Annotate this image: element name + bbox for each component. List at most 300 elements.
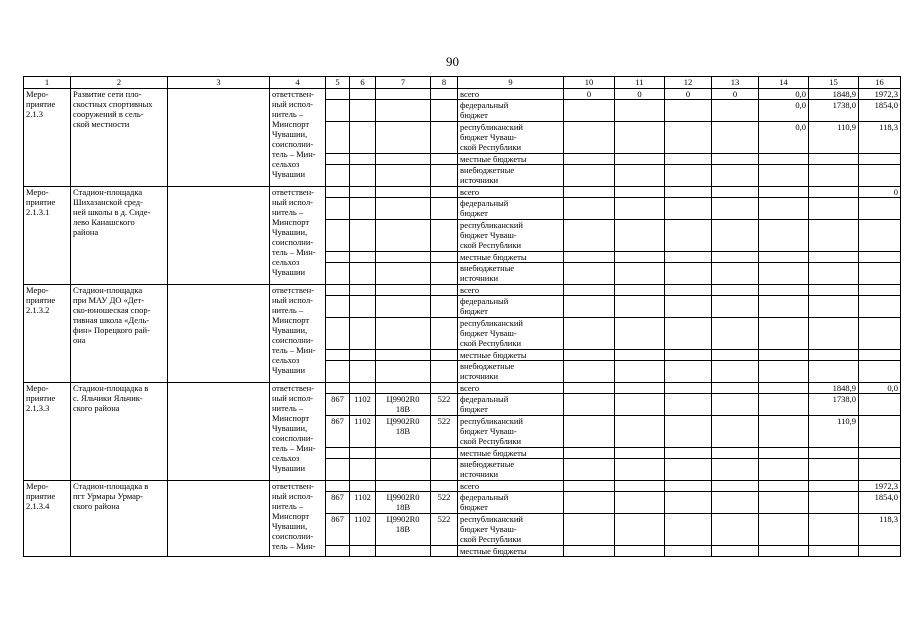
funding-source: всего [458,285,564,296]
value-cell [712,492,759,514]
value-cell: 0,0 [759,122,809,154]
section-code: 1102 [350,514,376,546]
value-cell [615,416,665,448]
value-cell [615,546,665,557]
value-cell [665,220,712,252]
grbs-code [326,187,350,198]
value-cell [615,220,665,252]
value-cell: 0 [615,89,665,100]
value-cell [859,416,901,448]
measure-name: Стадион-площадка в с. Яльчики Яльчик- ского района [71,383,168,481]
value-cell: 0 [564,89,615,100]
column-header: 6 [350,77,376,89]
value-cell [859,198,901,220]
value-cell [759,318,809,350]
value-cell [564,122,615,154]
funding-source: федеральный бюджет [458,100,564,122]
value-cell [859,546,901,557]
value-cell [615,394,665,416]
value-cell [759,296,809,318]
table-row [24,187,901,198]
measure-name: Стадион-площадка в пгт Урмары Урмар- ского района [71,481,168,557]
value-cell [712,198,759,220]
column-header: 15 [809,77,859,89]
grbs-code [326,318,350,350]
expense-type-code [431,350,458,361]
target-article-code: Ц9902R0 18В [376,416,431,448]
measure-executor: ответствен- ный испол- нитель – Минспорт Чувашии, соисполни- тель – Мин- сельхоз Чувашии [270,89,326,187]
header-row [24,77,901,89]
value-cell [859,448,901,459]
funding-source: республиканский бюджет Чуваш- ской Республики [458,416,564,448]
expense-type-code [431,546,458,557]
value-cell [615,481,665,492]
funding-source: местные бюджеты [458,546,564,557]
grbs-code [326,263,350,285]
target-article-code [376,383,431,394]
value-cell [712,252,759,263]
value-cell [859,220,901,252]
measure-name: Стадион-площадка Шихазанской сред- ней школы в д. Сиде- лево Канашского района [71,187,168,285]
value-cell: 1738,0 [809,394,859,416]
value-cell [665,154,712,165]
value-cell [615,514,665,546]
grbs-code [326,383,350,394]
value-cell [859,394,901,416]
target-article-code [376,252,431,263]
value-cell [712,546,759,557]
value-cell [859,361,901,383]
value-cell [615,296,665,318]
value-cell [859,285,901,296]
value-cell [759,361,809,383]
target-article-code [376,285,431,296]
funding-source: местные бюджеты [458,154,564,165]
column-header: 5 [326,77,350,89]
value-cell [859,318,901,350]
value-cell [564,154,615,165]
column-header: 14 [759,77,809,89]
program-measures-table [23,76,901,557]
value-cell [712,394,759,416]
value-cell: 1972,3 [859,481,901,492]
value-cell [665,165,712,187]
value-cell [665,318,712,350]
value-cell [615,383,665,394]
grbs-code [326,361,350,383]
value-cell [564,198,615,220]
section-code: 1102 [350,394,376,416]
expense-type-code [431,165,458,187]
funding-source: республиканский бюджет Чуваш- ской Республики [458,514,564,546]
column-header: 2 [71,77,168,89]
funding-source: республиканский бюджет Чуваш- ской Республики [458,122,564,154]
value-cell [759,252,809,263]
value-cell [665,546,712,557]
value-cell [809,361,859,383]
value-cell [665,394,712,416]
grbs-code [326,154,350,165]
column-header: 4 [270,77,326,89]
section-code [350,546,376,557]
funding-source: республиканский бюджет Чуваш- ской Республики [458,220,564,252]
value-cell [809,481,859,492]
target-article-code [376,481,431,492]
grbs-code [326,198,350,220]
expense-type-code: 522 [431,514,458,546]
value-cell [564,285,615,296]
value-cell [712,154,759,165]
expense-type-code [431,89,458,100]
value-cell: 0,0 [759,89,809,100]
column-header: 1 [24,77,71,89]
expense-type-code [431,187,458,198]
section-code [350,263,376,285]
value-cell [564,448,615,459]
value-cell [759,220,809,252]
value-cell [809,252,859,263]
expense-type-code [431,285,458,296]
grbs-code: 867 [326,394,350,416]
value-cell [759,350,809,361]
value-cell: 1972,3 [859,89,901,100]
table-row [24,481,901,492]
measure-label: Меро- приятие 2.1.3.3 [24,383,71,481]
value-cell: 0 [859,187,901,198]
value-cell [564,481,615,492]
funding-source: республиканский бюджет Чуваш- ской Республики [458,318,564,350]
value-cell [712,318,759,350]
value-cell [564,187,615,198]
section-code: 1102 [350,416,376,448]
value-cell [665,252,712,263]
grbs-code [326,89,350,100]
value-cell [564,383,615,394]
funding-source: всего [458,481,564,492]
target-article-code [376,318,431,350]
target-article-code [376,154,431,165]
measure-label: Меро- приятие 2.1.3.1 [24,187,71,285]
funding-source: всего [458,187,564,198]
value-cell [759,416,809,448]
section-code [350,383,376,394]
value-cell [615,263,665,285]
section-code [350,481,376,492]
value-cell [759,394,809,416]
section-code [350,459,376,481]
value-cell [809,459,859,481]
value-cell [809,350,859,361]
value-cell [759,285,809,296]
value-cell [564,361,615,383]
value-cell [564,350,615,361]
value-cell [665,350,712,361]
value-cell [712,514,759,546]
value-cell: 0 [712,89,759,100]
target-article-code: Ц9902R0 18В [376,514,431,546]
value-cell [564,416,615,448]
measure-goal-empty [168,481,270,557]
value-cell [564,100,615,122]
value-cell: 1848,9 [809,383,859,394]
target-article-code [376,198,431,220]
value-cell [564,263,615,285]
expense-type-code [431,383,458,394]
section-code [350,296,376,318]
section-code [350,122,376,154]
value-cell: 1738,0 [809,100,859,122]
value-cell [665,285,712,296]
value-cell [615,187,665,198]
value-cell [809,318,859,350]
value-cell: 1854,0 [859,492,901,514]
grbs-code [326,220,350,252]
value-cell [859,154,901,165]
expense-type-code [431,154,458,165]
measure-name: Развитие сети пло- скостных спортивных сооружений в сель- ской местности [71,89,168,187]
value-cell [665,296,712,318]
value-cell [712,296,759,318]
section-code [350,198,376,220]
value-cell [615,285,665,296]
value-cell [859,459,901,481]
expense-type-code [431,122,458,154]
value-cell [859,296,901,318]
value-cell [809,296,859,318]
value-cell: 1854,0 [859,100,901,122]
value-cell [759,546,809,557]
value-cell [859,350,901,361]
value-cell [564,546,615,557]
value-cell [615,252,665,263]
column-header: 3 [168,77,270,89]
value-cell [712,165,759,187]
value-cell [712,481,759,492]
value-cell [759,263,809,285]
value-cell [809,514,859,546]
page-number: 90 [446,54,459,69]
target-article-code [376,263,431,285]
value-cell [564,459,615,481]
target-article-code [376,187,431,198]
funding-source: федеральный бюджет [458,394,564,416]
value-cell [615,361,665,383]
value-cell [712,285,759,296]
value-cell [712,263,759,285]
column-header: 7 [376,77,431,89]
value-cell [615,165,665,187]
measure-label: Меро- приятие 2.1.3 [24,89,71,187]
value-cell [759,448,809,459]
value-cell [809,187,859,198]
expense-type-code [431,198,458,220]
value-cell [712,459,759,481]
section-code [350,448,376,459]
section-code [350,252,376,263]
value-cell [712,350,759,361]
value-cell [615,448,665,459]
target-article-code [376,350,431,361]
value-cell [712,416,759,448]
value-cell [564,220,615,252]
column-header: 10 [564,77,615,89]
value-cell [859,252,901,263]
expense-type-code: 522 [431,416,458,448]
value-cell [665,416,712,448]
target-article-code [376,546,431,557]
target-article-code [376,165,431,187]
section-code [350,220,376,252]
value-cell [759,492,809,514]
target-article-code [376,459,431,481]
section-code [350,154,376,165]
target-article-code [376,122,431,154]
funding-source: федеральный бюджет [458,492,564,514]
measure-goal-empty [168,285,270,383]
value-cell [759,481,809,492]
target-article-code [376,89,431,100]
expense-type-code [431,361,458,383]
column-header: 16 [859,77,901,89]
value-cell [759,154,809,165]
value-cell [809,285,859,296]
value-cell: 110,9 [809,416,859,448]
value-cell [809,198,859,220]
grbs-code [326,296,350,318]
measure-label: Меро- приятие 2.1.3.2 [24,285,71,383]
expense-type-code [431,252,458,263]
measure-goal-empty [168,89,270,187]
value-cell [665,100,712,122]
target-article-code [376,296,431,318]
value-cell [665,361,712,383]
measure-goal-empty [168,187,270,285]
measure-executor: ответствен- ный испол- нитель – Минспорт Чувашии, соисполни- тель – Мин- сельхоз Чувашии [270,383,326,481]
funding-source: федеральный бюджет [458,296,564,318]
value-cell [809,154,859,165]
value-cell [564,394,615,416]
value-cell [712,187,759,198]
table-row [24,285,901,296]
value-cell [564,252,615,263]
value-cell [615,350,665,361]
table-row [24,89,901,100]
expense-type-code [431,296,458,318]
value-cell [564,318,615,350]
value-cell [665,459,712,481]
value-cell [809,492,859,514]
expense-type-code [431,100,458,122]
expense-type-code [431,318,458,350]
expense-type-code [431,448,458,459]
grbs-code [326,459,350,481]
table-row [24,383,901,394]
value-cell [809,263,859,285]
value-cell [759,198,809,220]
value-cell [615,459,665,481]
funding-source: всего [458,89,564,100]
section-code: 1102 [350,492,376,514]
value-cell: 1848,9 [809,89,859,100]
grbs-code [326,448,350,459]
funding-source: внебюджетные источники [458,263,564,285]
value-cell [615,122,665,154]
expense-type-code [431,263,458,285]
value-cell [712,220,759,252]
column-header: 12 [665,77,712,89]
value-cell: 118,3 [859,514,901,546]
value-cell [665,198,712,220]
value-cell [615,100,665,122]
grbs-code [326,122,350,154]
column-header: 8 [431,77,458,89]
expense-type-code [431,220,458,252]
target-article-code: Ц9902R0 18В [376,492,431,514]
expense-type-code [431,459,458,481]
target-article-code [376,361,431,383]
funding-source: федеральный бюджет [458,198,564,220]
value-cell [564,296,615,318]
column-header: 11 [615,77,665,89]
value-cell [712,383,759,394]
value-cell [759,383,809,394]
section-code [350,350,376,361]
value-cell: 110,9 [809,122,859,154]
measure-goal-empty [168,383,270,481]
grbs-code [326,100,350,122]
value-cell [615,198,665,220]
expense-type-code [431,481,458,492]
value-cell [759,187,809,198]
measure-label: Меро- приятие 2.1.3.4 [24,481,71,557]
target-article-code [376,448,431,459]
column-header: 13 [712,77,759,89]
grbs-code [326,252,350,263]
section-code [350,361,376,383]
funding-source: внебюджетные источники [458,361,564,383]
value-cell [615,154,665,165]
grbs-code [326,481,350,492]
section-code [350,318,376,350]
funding-source: местные бюджеты [458,252,564,263]
measure-name: Стадион-площадка при МАУ ДО «Дет- ско-юношеская спор- тивная школа «Дель- фин» Порецкого рай- она [71,285,168,383]
value-cell [665,481,712,492]
section-code [350,100,376,122]
target-article-code [376,100,431,122]
target-article-code [376,220,431,252]
column-header: 9 [458,77,564,89]
section-code [350,187,376,198]
grbs-code [326,546,350,557]
section-code [350,165,376,187]
expense-type-code: 522 [431,492,458,514]
value-cell [809,220,859,252]
value-cell [665,263,712,285]
value-cell [809,165,859,187]
value-cell [712,122,759,154]
funding-source: всего [458,383,564,394]
value-cell [615,318,665,350]
grbs-code: 867 [326,514,350,546]
measure-executor: ответствен- ный испол- нитель – Минспорт Чувашии, соисполни- тель – Мин- сельхоз Чувашии [270,187,326,285]
value-cell [809,546,859,557]
value-cell [665,448,712,459]
funding-source: местные бюджеты [458,448,564,459]
funding-source: внебюджетные источники [458,459,564,481]
grbs-code [326,165,350,187]
value-cell [759,514,809,546]
target-article-code: Ц9902R0 18В [376,394,431,416]
